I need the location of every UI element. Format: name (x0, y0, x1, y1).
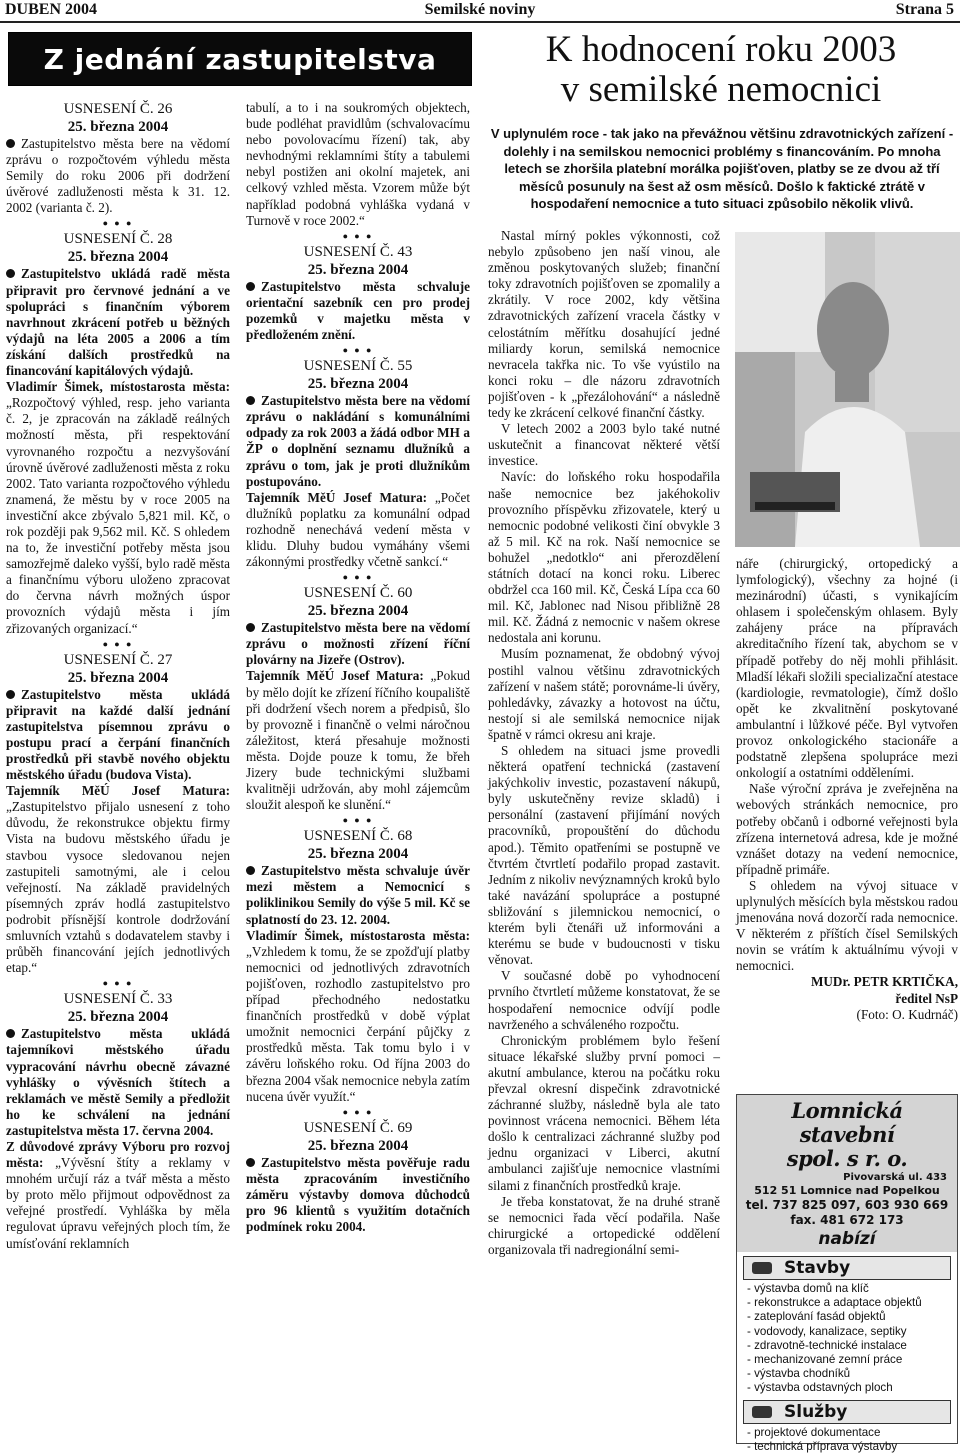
advertisement (736, 1094, 958, 1453)
speaker-quote: Vladimír Šimek, místostarosta města: „Rozpočtový výhled, resp. jeho varianta č. 2, je zpracován na základě reálných možností města, při respektování vyrovnaného rozpočtu a nezvyšování úrovně úvěrové zadluženosti města z roku 2002. Tato varianta rozpočtového výhledu znamená, že městu by v roce 2005 na investiční akce zbývalo 5,821 mil. Kč, o rok později pak 9,562 mil. Kč. S ohledem na to, že investiční potřeby města jsou samozřejmě daleko vyšší, bylo radě města a finančnímu výboru uloženo zpracovat do června návrh možných úspor provozních výdajů města i jím zřizovaných organizací.“ (6, 379, 230, 636)
separator-dots: ● ● ● (342, 1106, 374, 1117)
resolution-date: 25. března 2004 (307, 261, 409, 278)
ad-list-item: - výstavba odstavných ploch (747, 1381, 893, 1395)
separator-dots: ● ● ● (342, 345, 374, 356)
ad-city: 512 51 Lomnice nad Popelkou (754, 1184, 940, 1197)
speaker-name: Vladimír Šimek, místostarosta města: (6, 379, 230, 395)
speaker-quote: Z důvodové zprávy Výboru pro rozvoj města: „Vývěsní štíty a reklamy v mnohém určují ráz a tvář města a město by proto mělo přijmout odpovědnost za veřejné prostředí. Vyhláška by měla regulovat úpravu veřejných ploch tím, že umísťování reklamních (6, 1138, 231, 1251)
header-date: DUBEN 2004 (5, 1, 98, 18)
resolution-title: USNESENÍ Č. 26 (63, 101, 173, 117)
resolution-date: 25. března 2004 (67, 1009, 169, 1026)
column-4 (736, 556, 958, 1023)
article-title (484, 30, 958, 110)
column-1 (6, 100, 230, 1252)
column-2 (246, 100, 470, 1235)
ad-street: Pivovarská ul. 433 (843, 1172, 947, 1183)
speaker-quote: Tajemník MěÚ Josef Matura: „Zastupitelstvo přijalo usnesení z toho důvodu, že rekonstrukce objektu firmy Vista na budovu městského úřadu je stavbou vysoce sledovanou nejen zastupiteli samotnými, ale i celou veřejností. Na základě pravidelných písemných zpráv hodlá zastupitelstvo podrobit přísnější kontrole dodržování smluvních vztahů s dodavatelem stavby i průběh financování jejích jednotlivých etap.“ (6, 783, 230, 976)
resolution-title: USNESENÍ Č. 60 (303, 585, 413, 602)
resolution-title: USNESENÍ Č. 43 (303, 243, 413, 260)
speaker-name: Tajemník MěÚ Josef Matura: (246, 668, 424, 684)
truck-icon (752, 1262, 772, 1274)
resolution-text: Zastupitelstvo města ukládá tajemníkovi městského úřadu vypracování návrhu obecně závazné vyhlášky o vývěsních štítech a reklamách ve městě Semily a předložit ho ke schválení na jednání zastupitelstva města 17. června 2004. (6, 1026, 230, 1138)
resolution-title: USNESENÍ Č. 68 (303, 828, 413, 845)
article-paragraph: S ohledem na vývoj situace v uplynulých měsících byla městskou radou jmenována nová dozorčí rada nemocnice. V některém z příštích čísel Semilských novin se vrátím k aktuálnímu vývoji v nemocnici. (736, 877, 958, 974)
separator-dots: ● ● ● (342, 815, 374, 826)
resolution-text: Zastupitelstvo města bere na vědomí zprávu o možnosti zřízení říční plovárny na Jizeře (Ostrov). (246, 620, 470, 668)
ad-company-form: spol. s r. o. (786, 1146, 908, 1171)
article-paragraph: Naše výroční zpráva je zveřejněna na webových stránkách nemocnice, pro potřeby občanů i odborné veřejnosti byla zřízena internetová adresa, kde je možné vznášet dotazy na vedení nemocnice, případně primáře. (736, 781, 958, 877)
ad-list-item: - technická příprava výstavby (747, 1439, 898, 1453)
ad-phone: tel. 737 825 097, 603 930 669 (745, 1198, 949, 1212)
separator-dots: ● ● ● (102, 978, 134, 989)
ad-section-sluzby: Služby (743, 1400, 951, 1424)
page-header (0, 0, 960, 22)
article-photo (735, 232, 960, 547)
ad-list-item: - zdravotně-technické instalace (747, 1338, 907, 1352)
ad-section-stavby: Stavby (743, 1256, 951, 1280)
speaker-name: Z důvodové zprávy Výboru pro rozvoj města: (6, 1138, 230, 1171)
resolution-text: Zastupitelstvo města bere na vědomí zprávu o rozpočtovém výhledu města Semily do roku 2006 při dodržení úvěrové zadluženosti města k 31. 12. 2002 (varianta č. 2). (6, 136, 230, 216)
speaker-quote: Tajemník MěÚ Josef Matura: „Počet dlužníků poplatku za komunální odpad rozhodně nenechává vedení města v klidu. Dluhy budou vymáhány všemi zákonnými prostředky včetně sankcí.“ (246, 489, 471, 570)
article-lead: V uplynulém roce - tak jako na převážnou většinu zdravotnických zařízení - dolehly i na semilskou nemocnici problémy s financováním. Po mnoha letech se zhoršila platební morálka pojišťoven, platby se ze dvou až tří měsíců posunuly na šest až osm měsíců. Došlo k faktické ztrátě v hospodaření nemocnice a tuto situaci způsobilo několik vlivů. (490, 126, 954, 212)
resolution-text: Zastupitelstvo města bere na vědomí zprávu o nakládání s komunálními odpady za rok 2003 a žádá odbor MH a ŽP o doplnění seznamu dlužníků a zprávu o tom, jak je proti dlužníkům postupováno. (246, 393, 470, 489)
ad-offer: nabízí (818, 1229, 876, 1249)
resolution-text: Zastupitelstvo města schvaluje úvěr mezi městem a Nemocnicí s poliklinikou Semily do výše 5 mil. Kč se splatností do 23. 12. 2004. (246, 863, 470, 927)
resolution-title: USNESENÍ Č. 55 (303, 358, 413, 375)
separator-dots: ● ● ● (102, 638, 134, 649)
resolution-date: 25. března 2004 (307, 1137, 409, 1154)
ad-fax: fax. 481 672 173 (790, 1213, 904, 1227)
article-paragraph: Musím poznamenat, že obdobný vývoj postihl valnou většinu zdravotnických zařízení v našem státě; porovnáme-li úvěry, pohledávky, závazky a hotovost na účtu, nestojí si ale semilská nemocnice nijak špatně v rámci okresu ani kraje. (488, 646, 720, 742)
bullet-icon (246, 396, 255, 405)
resolution-date: 25. března 2004 (307, 376, 409, 393)
banner-title: Z jednání zastupitelstva (43, 43, 437, 76)
separator-dots: ● ● ● (342, 572, 374, 583)
resolution-date: 25. března 2004 (307, 603, 409, 620)
bullet-icon (6, 1029, 15, 1038)
ad-list-item: - vodovody, kanalizace, septiky (747, 1324, 907, 1338)
bullet-icon (246, 1158, 255, 1167)
article-paragraph: náře (chirurgický, ortopedický a lymfologický), všechny za hojné (i mezinárodní) účasti, s vynikajícím ohlasem i společenským ohlasem. Byly zahájeny práce na přípravách akreditačního řízení tak, abychom se v případě potřeby do něj mohli přihlásit. Mladší lékaři složili specializační atestace (kardiologie, revmatologie), čímž došlo opět ke zkvalitnění poskytované ambulantní i lůžkové péče. Byl vytvořen provoz onkologického stacionáře a podstatně zlepšena spolupráce mezi onkologií a ostatními odděleními. (736, 556, 958, 781)
header-page-number: Strana 5 (895, 1, 954, 18)
photo-credit: (Foto: O. Kudrnáč) (856, 1006, 958, 1022)
article-paragraph: V současné době po vyhodnocení prvního čtvrtletí můžeme konstatovat, že se hospodaření nemocnice odvíjí podle navrženého a schváleného rozpočtu. (488, 968, 720, 1032)
resolution-date: 25. března 2004 (67, 669, 169, 686)
bullet-icon (6, 139, 15, 148)
resolution-date: 25. března 2004 (307, 846, 409, 863)
article-paragraph: Je třeba konstatovat, že na druhé straně se nemocnici řada věcí podařila. Naše chirurgické a ortopedické oddělení organizovala tři nadregionální semi- (488, 1193, 720, 1257)
header-newspaper: Semilské noviny (424, 1, 536, 18)
resolution-title: USNESENÍ Č. 69 (303, 1119, 413, 1136)
speaker-quote: Vladimír Šimek, místostarosta města: „Vzhledem k tomu, že se zpožďují platby nemocnici od jednotlivých zdravotních pojišťoven, rozhodlo zastupitelstvo pro případ přechodného nedostatku finančních prostředků v době výplat umožnit nemocnici čerpání půjčky z prostředků města. Tak tomu bylo i v závěru loňského roku. Od října 2003 do března 2004 však nemocnice nebyla zatím nucena úvěr využít.“ (246, 927, 470, 1104)
continued-text: tabulí, a to i na soukromých objektech, bude podléhat pravidlům (schvalovacímu nebo povolovacímu řízení) tak, aby nevhodnými reklamními štíty a tabulemi nebyl postižen ani okolní majetek, ani celkový vzhled města. Vzorem může být například podobná vyhláška vydaná v Turnově v roce 2002.“ (246, 100, 470, 228)
hand-icon (752, 1406, 772, 1418)
author-name: MUDr. PETR KRTIČKA, (810, 974, 958, 990)
article-paragraph: Navíc: do loňského roku hospodařila naše nemocnice bez jakéhokoliv provozního příspěvku zřizovatele, který u nemocnic podobné velikosti činí obvykle 3 až 5 mil. Kč na rok. Naší nemocnice se bohužel „nedotklo“ ani přerozdělení státních dotací na konci roku. Liberec obdržel cca 160 mil. Kč, Česká Lípa cca 60 mil. Kč, Jablonec nad Nisou přibližně 28 mil. Kč. Žádná z nemocnic v našem okrese nedostala ani korunu. (488, 469, 720, 646)
bullet-icon (6, 269, 15, 278)
resolution-text: Zastupitelstvo ukládá radě města připravit pro červnové jednání a ve spolupráci s finančním výborem navrhnout zkrácení potřeb u běžných výdajů na léta 2005 a 2006 a tím získání dalších prostředků na financování kapitálových výdajů. (6, 266, 230, 379)
bullet-icon (246, 866, 255, 875)
photo-director-image (735, 232, 960, 547)
ad-list-item: - projektové dokumentace (747, 1425, 881, 1439)
column-3 (488, 228, 720, 1258)
bullet-icon (246, 282, 255, 291)
ad-header (737, 1095, 957, 1252)
resolution-date: 25. března 2004 (67, 119, 169, 135)
speaker-name: Vladimír Šimek, místostarosta města: (246, 927, 470, 943)
article-paragraph: S ohledem na situaci jsme provedli některá opatření technická (zastavení jakýchkoliv investic, pozastavení nákupů, byly uskutečněny revize skladů) i personální (zastavení přijímání nových pracovníků, propouštění do důchodu apod.). Těmito opatřeními se postupně ve čtvrtém čtvrtletí podařilo propad zastavit. Jedním z nikoliv nevýznamných kroků bylo také navázání spolupráce a postupné sbližování s jilemnickou nemocnicí, o kterém byli čtenáři už informováni a kterému se bude v budoucnosti v tisku věnovat. (488, 743, 720, 968)
article-title-line1: K hodnocení roku 2003 (545, 29, 897, 70)
ad-company-name: Lomnická stavební (791, 1098, 903, 1147)
article-title-line2: v semilské nemocnici (560, 69, 882, 110)
resolution-title: USNESENÍ Č. 28 (63, 231, 173, 248)
ad-list-item: - výstavba domů na klíč (747, 1282, 869, 1295)
ad-list-item: - rekonstrukce a adaptace objektů (747, 1296, 922, 1310)
resolution-text: Zastupitelstvo města ukládá připravit na každé další jednání zastupitelstva písemnou zprávu o postupu prací a čerpání finančních prostředků při stavbě nového objektu městského úřadu (budova Vista). (6, 686, 230, 783)
resolution-text: Zastupitelstvo města schvaluje orientační sazebník cen pro prodej pozemků v majetku města v předloženém znění. (246, 278, 470, 343)
speaker-name: Tajemník MěÚ Josef Matura: (6, 783, 230, 799)
speaker-name: Tajemník MěÚ Josef Matura: (246, 489, 428, 505)
speaker-quote: Tajemník MěÚ Josef Matura: „Pokud by mělo dojít ke zřízení říčního koupaliště při dodržení všech norem a předpisů, šlo by provozně i finančně o velmi náročnou záležitost, která přesahuje možnosti města. Dojde pouze k tomu, že břeh Jizery bude technickými službami kvalitněji udržován, aby mohl zájemcům sloužit alespoň ke slunění.“ (246, 668, 471, 813)
resolution-title: USNESENÍ Č. 27 (63, 651, 173, 668)
ad-list-item: - výstavba chodníků (747, 1367, 851, 1381)
resolution-text: Zastupitelstvo města pověřuje radu města zpracováním investičního záměru výstavby domova důchodců pro 96 klientů s využitím dotačních podmínek roku 2004. (246, 1154, 470, 1235)
bullet-icon (6, 690, 15, 699)
article-paragraph: V letech 2002 a 2003 bylo také nutné uskutečnit a financovat některé větší investice. (488, 421, 720, 469)
article-paragraph: Chronickým problémem bylo řešení situace lékařské služby první pomoci – akutní ambulance, kterou na počátku roku převzal okresní dispečink zdravotnické záchranné služby, následně byla ale tato povinnost vrácena nemocnici. Během léta došlo k centralizaci záchranné služby pod jednu organizaci v Liberci, akutní ambulanci zajišťuje nemocnice vlastními silami z finančních prostředků kraje. (488, 1032, 720, 1193)
resolution-title: USNESENÍ Č. 33 (63, 991, 173, 1008)
bullet-icon (246, 623, 255, 632)
ad-list-item: - mechanizované zemní práce (747, 1353, 903, 1367)
article-paragraph: Nastal mírný pokles výkonnosti, což nebylo způsobeno jen naší vinou, ale změnou poskytovaných služeb; finanční toky zdravotních pojišťoven se zpomalily a zkrátily. V roce 2002, kdy většina zdravotnických zařízení vracela částky v celostátním měřítku dosahující jedné miliardy korun, semilská nemocnice nevracela takřka nic. To vše vyústilo na konci roku – dle názoru zdravotních pojišťoven - k „přezálohování“ a následně tedy ke zkrácení celkové finanční částky. (488, 228, 720, 421)
section-banner (8, 32, 472, 86)
separator-dots: ● ● ● (342, 230, 374, 241)
header-rule (0, 21, 960, 23)
separator-dots: ● ● ● (102, 218, 134, 229)
author-role: ředitel NsP (895, 990, 958, 1006)
resolution-date: 25. března 2004 (67, 249, 169, 266)
ad-list-item: - zateplování fasád objektů (747, 1310, 886, 1324)
